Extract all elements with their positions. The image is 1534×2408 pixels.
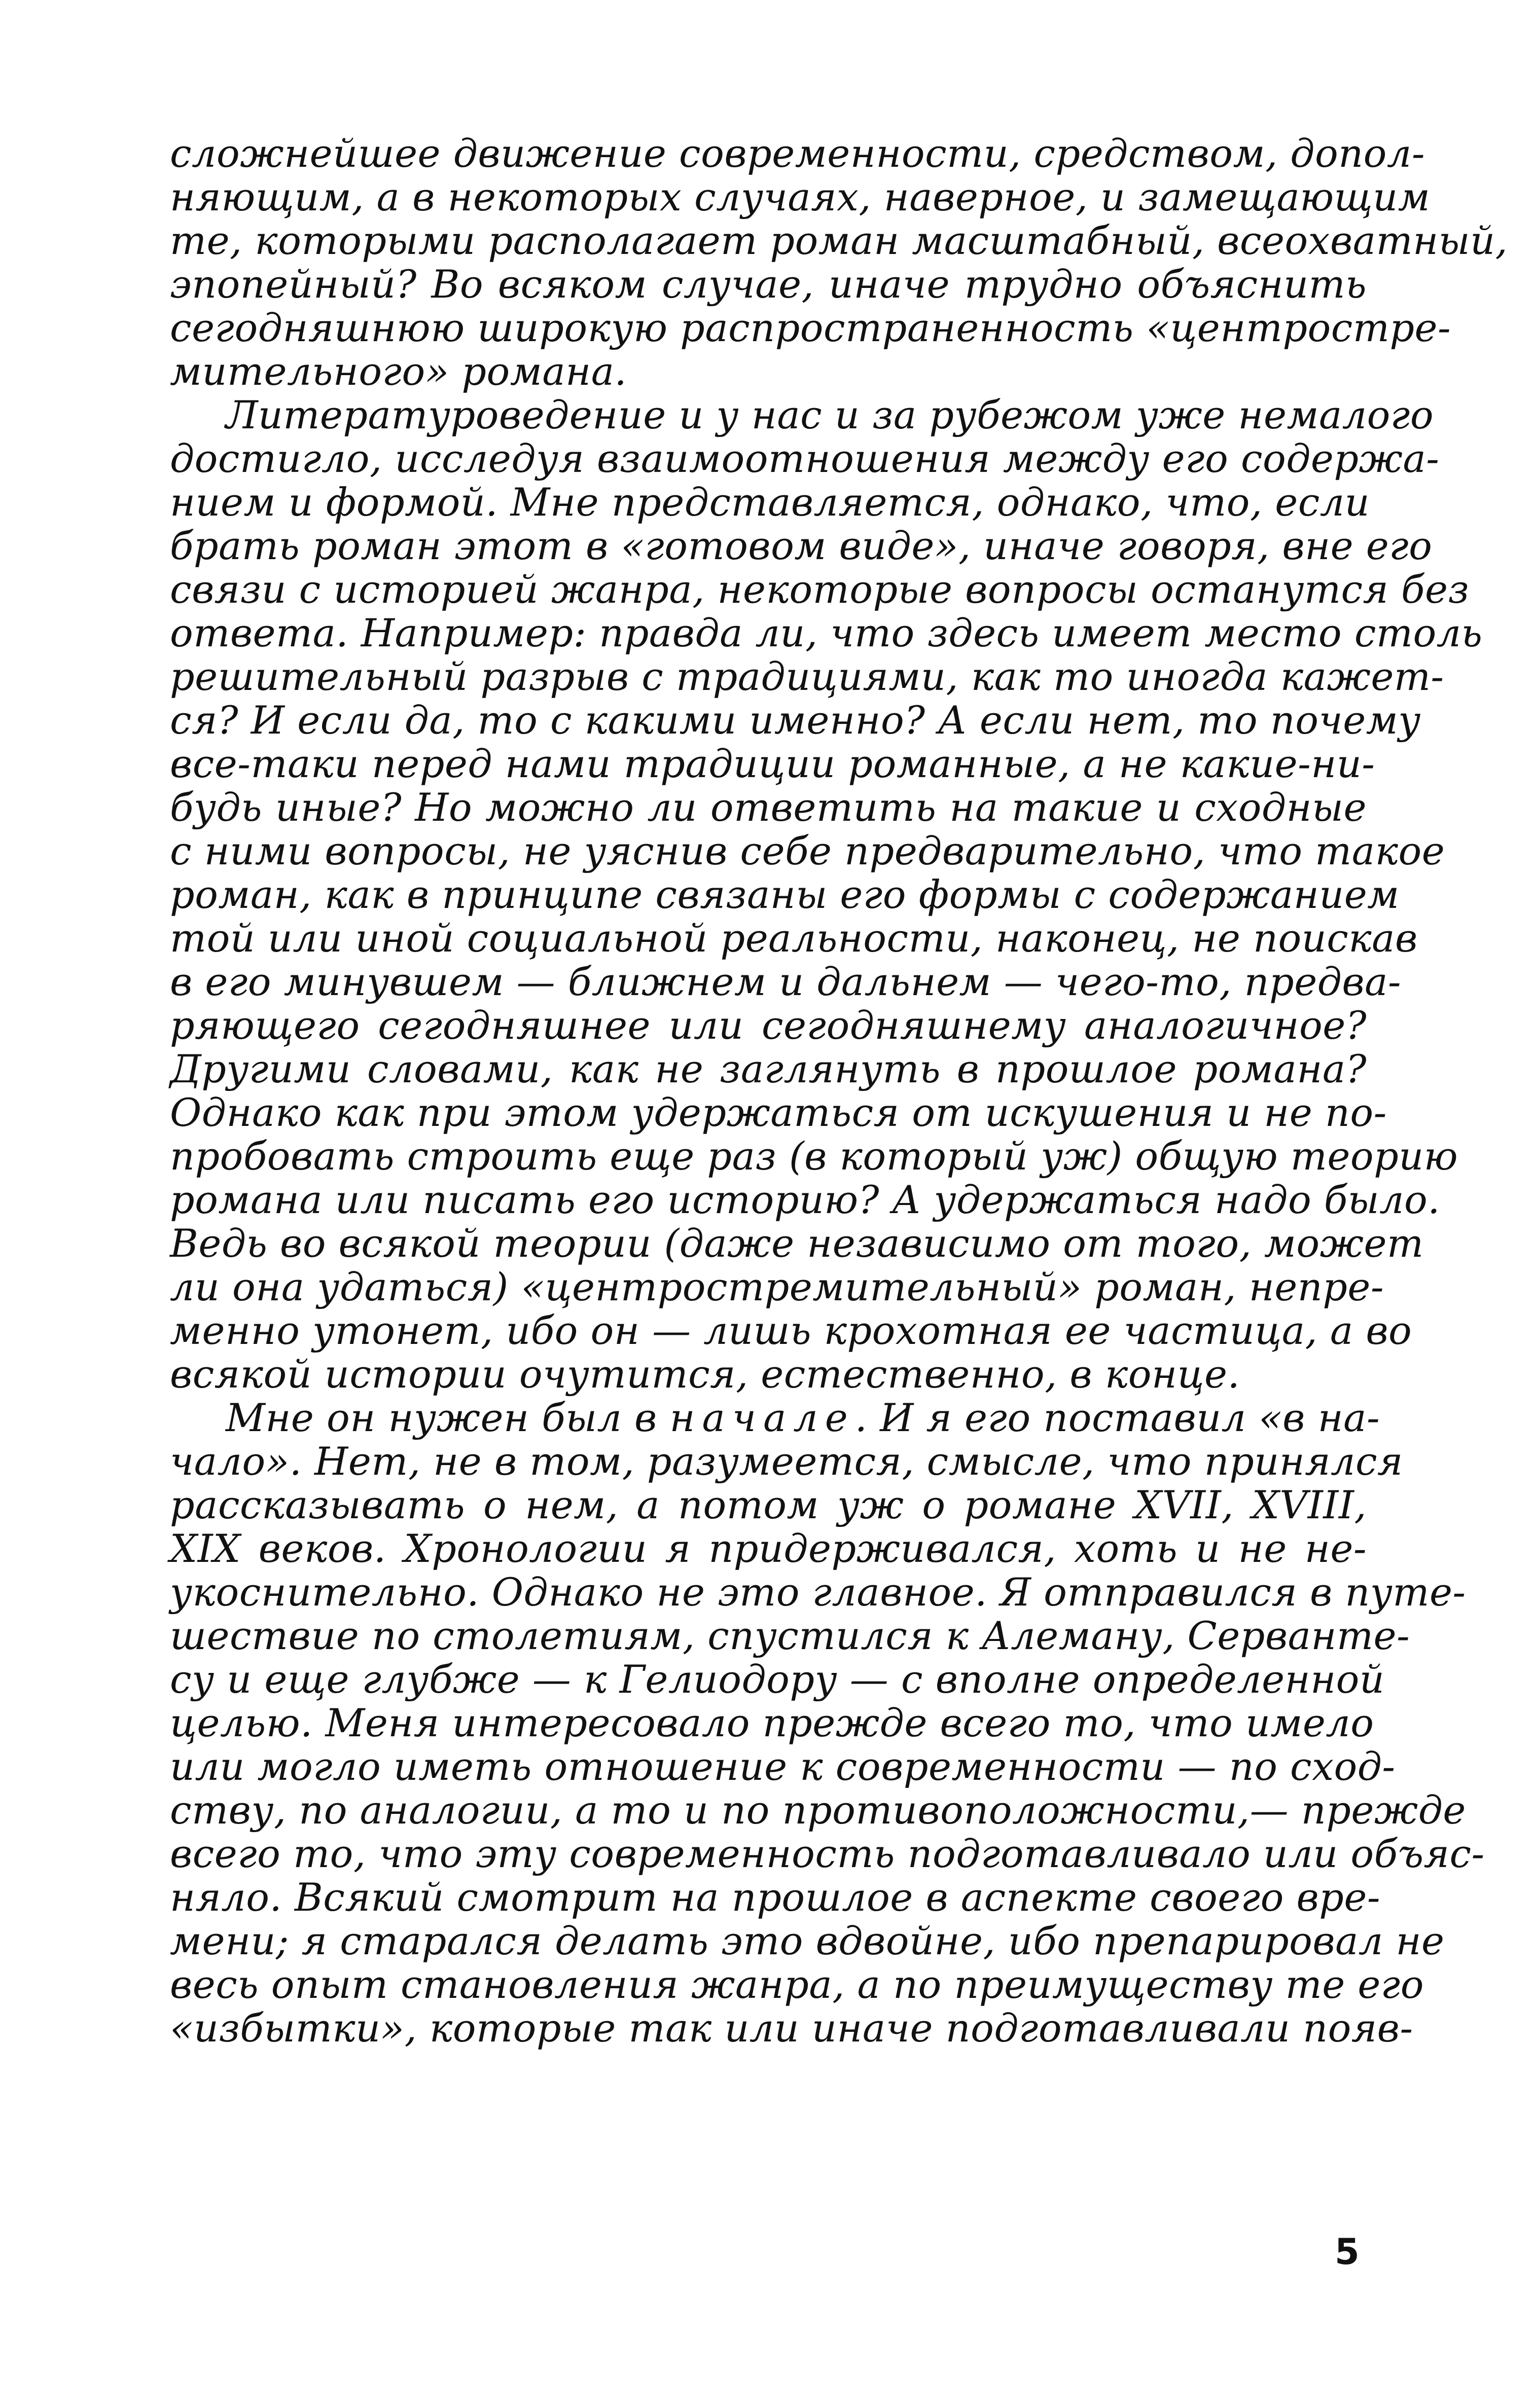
paragraph-3 — [170, 1395, 1485, 2137]
text-line: укоснительно. Однако не это главное. Я отправился в путе- — [170, 1570, 1466, 1615]
text-line: сегодняшнюю широкую распространенность «центростре- — [170, 305, 1451, 350]
text-line: сложнейшее движение современности, средством, допол- — [170, 131, 1425, 176]
text-line: в его минувшем — ближнем и дальнем — чего-то, предва- — [170, 959, 1402, 1004]
text-line: ся? И если да, то с какими именно? А если нет, то почему — [170, 698, 1421, 743]
text-line: Литературоведение и у нас и за рубежом уже немалого — [226, 392, 1434, 437]
text-line: ству, по аналогии, а то и по противоположности,— прежде — [170, 1787, 1466, 1833]
text-line: той или иной социальной реальности, наконец, не поискав — [170, 916, 1418, 961]
text-line: шествие по столетиям, спустился к Алеману, Серванте- — [170, 1613, 1410, 1658]
text-line — [170, 1395, 1380, 1440]
text-line: достигло, исследуя взаимоотношения между его содержа- — [170, 436, 1440, 481]
text-line: Однако как при этом удержаться от искушения и не по- — [170, 1090, 1387, 1135]
text-line: или могло иметь отношение к современности — по сход- — [170, 1744, 1396, 1789]
text-line: будь иные? Но можно ли ответить на такие и сходные — [170, 785, 1367, 830]
text-line: всего то, что эту современность подготавливало или объяс- — [170, 1831, 1485, 1876]
text-line: чало». Нет, не в том, разумеется, смысле, что принялся — [170, 1439, 1403, 1484]
paragraph-1 — [170, 131, 1508, 394]
text-line: нием и формой. Мне представляется, однако, что, если — [170, 480, 1370, 525]
text-line: весь опыт становления жанра, а по преимуществу те его — [170, 1962, 1424, 2007]
text-line: «избытки», которые так или иначе подготавливали появ- — [170, 2005, 1413, 2051]
text-line: эпопейный? Во всяком случае, иначе трудно объяснить — [170, 262, 1367, 307]
text-fragment: . И я его поставил «в на- — [854, 1395, 1380, 1440]
text-line — [170, 2050, 1367, 2094]
text-line: рассказывать о нем, а потом уж о романе XVII, XVIII, — [170, 1482, 1367, 1527]
text-line: те, которыми располагает роман масштабный, всеохватный, — [170, 218, 1508, 263]
text-line: решительный разрыв с традициями, как то иногда кажет- — [170, 654, 1444, 699]
paragraph-2 — [170, 392, 1483, 1397]
text-line: XIX веков. Хронологии я придерживался, хоть и не не- — [170, 1526, 1367, 1571]
text-line: ли она удаться) «центростремительный» роман, непре- — [170, 1264, 1384, 1309]
text-line: с ними вопросы, не уяснив себе предварительно, что такое — [170, 828, 1445, 873]
emphasized-word: начале — [669, 1395, 855, 1440]
text-line: ряющего сегодняшнее или сегодняшнему аналогичное? — [170, 1003, 1367, 1048]
text-line: ответа. Например: правда ли, что здесь имеет место столь — [170, 610, 1483, 655]
text-line: всякой истории очутится, естественно, в конце. — [170, 1352, 1240, 1397]
text-line: мени; я старался делать это вдвойне, ибо препарировал не — [170, 1918, 1445, 1963]
text-line — [170, 2094, 1367, 2137]
text-line: няло. Всякий смотрит на прошлое в аспекте своего вре- — [170, 1875, 1381, 1920]
text-line: роман, как в принципе связаны его формы с содержанием — [170, 872, 1400, 917]
text-line: целью. Меня интересовало прежде всего то, что имело — [170, 1700, 1374, 1745]
text-line: менно утонет, ибо он — лишь крохотная ее частица, а во — [170, 1308, 1412, 1353]
text-fragment: Мне он нужен был в — [226, 1395, 670, 1440]
text-line: романа или писать его историю? А удержаться надо было. — [170, 1177, 1440, 1222]
text-line: брать роман этот в «готовом виде», иначе говоря, вне его — [170, 523, 1433, 568]
text-line: Другими словами, как не заглянуть в прошлое романа? — [170, 1046, 1367, 1091]
text-line: пробовать строить еще раз (в который уж) общую теорию — [170, 1134, 1458, 1179]
text-line: няющим, а в некоторых случаях, наверное, и замещающим — [170, 174, 1431, 220]
page-body — [170, 131, 1508, 2137]
page-number: 5 — [1335, 2231, 1360, 2273]
text-line: Ведь во всякой теории (даже независимо от того, может — [170, 1221, 1424, 1266]
text-line: связи с историей жанра, некоторые вопросы останутся без — [170, 567, 1470, 612]
text-line: мительного» романа. — [170, 349, 627, 394]
text-line: все-таки перед нами традиции романные, а не какие-ни- — [170, 741, 1375, 786]
text-line: су и еще глубже — к Гелиодору — с вполне определенной — [170, 1657, 1385, 1702]
